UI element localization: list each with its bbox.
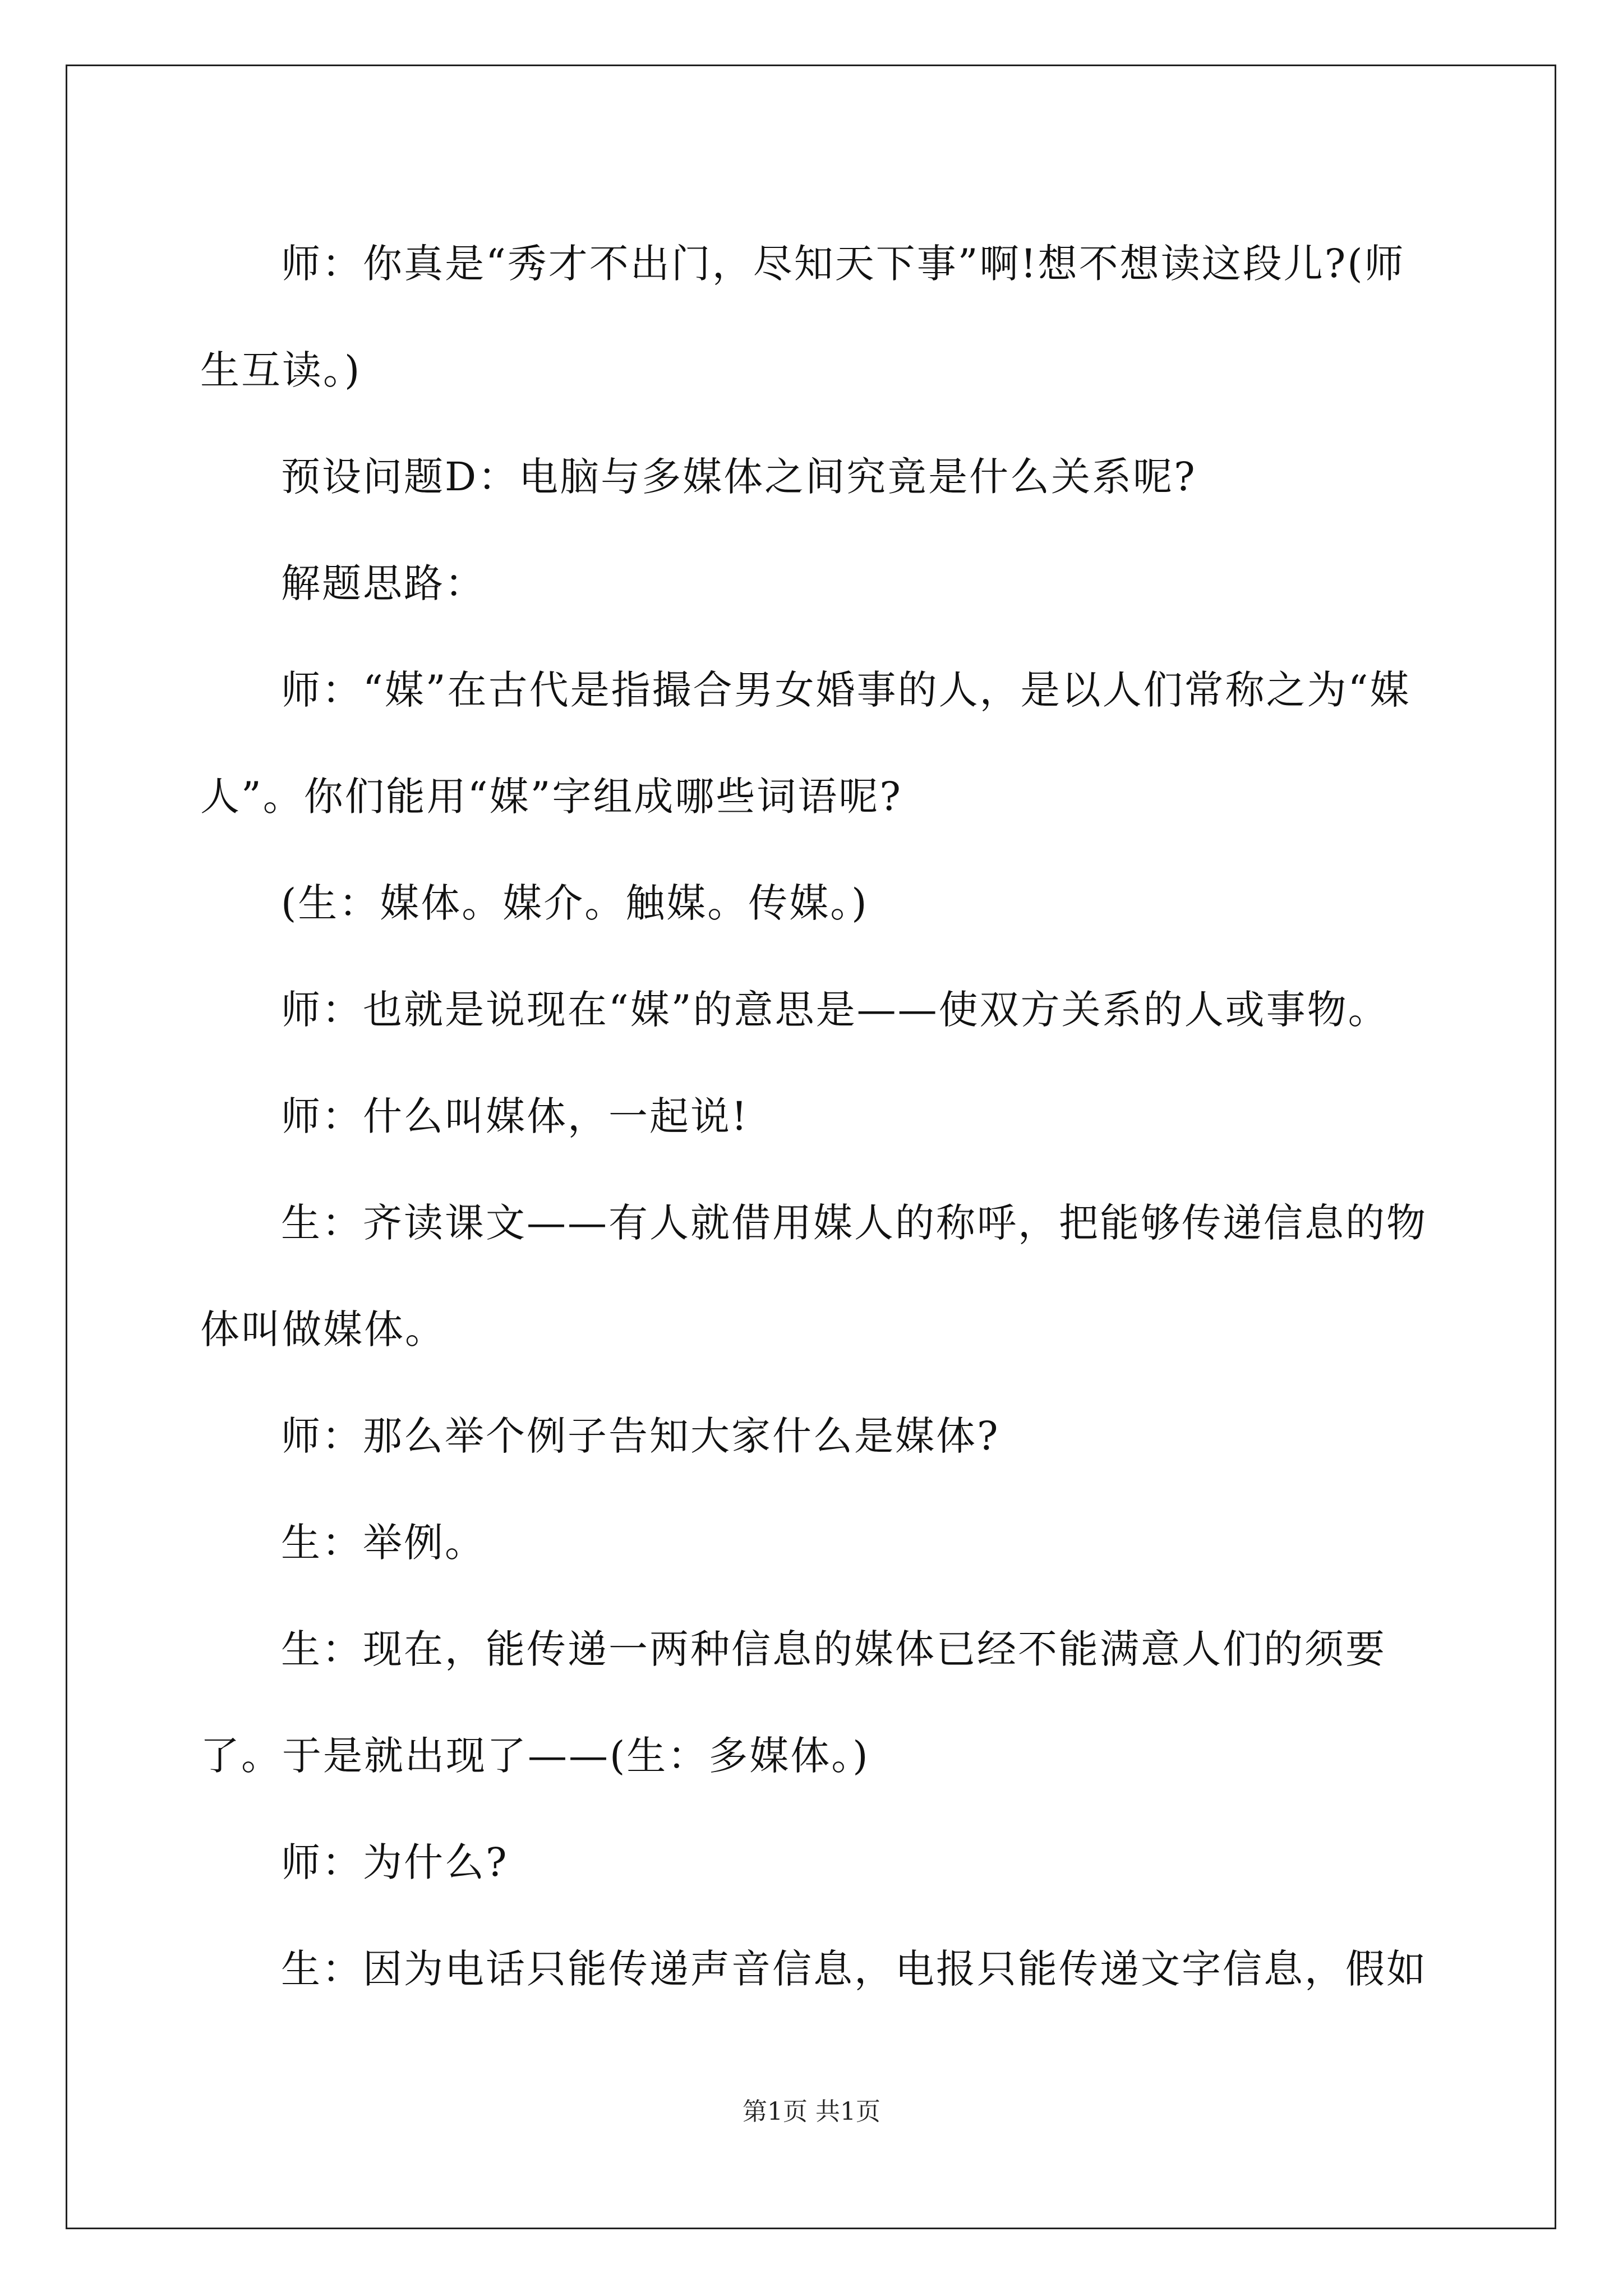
paragraph: 师：为什么? (281, 1839, 509, 1885)
paragraph: 解题思路： (281, 560, 486, 606)
paragraph: (生：媒体。媒介。触媒。传媒。) (281, 880, 869, 926)
paragraph: 师：那么举个例子告知大家什么是媒体? (281, 1413, 1000, 1459)
paragraph: 生：现在，能传递一两种信息的媒体已经不能满意人们的须要了。于是就出现了——(生：多媒体。) (200, 1626, 1386, 1779)
paragraph: 师：“媒”在古代是指撮合男女婚事的人，是以人们常称之为“媒人”。你们能用“媒”字组成哪些词语呢? (200, 667, 1411, 820)
document-body (200, 210, 1434, 2022)
paragraph: 生：因为电话只能传递声音信息，电报只能传递文字信息，假如 (281, 1946, 1427, 1992)
paragraph: 预设问题D：电脑与多媒体之间究竟是什么关系呢? (281, 454, 1197, 500)
paragraph: 生：齐读课文——有人就借用媒人的称呼，把能够传递信息的物体叫做媒体。 (200, 1200, 1427, 1352)
paragraph: 师：也就是说现在“媒”的意思是——使双方关系的人或事物。 (281, 987, 1389, 1033)
paragraph: 师：你真是“秀才不出门，尽知天下事”啊!想不想读这段儿?(师生互读。) (200, 241, 1405, 393)
paragraph: 师：什么叫媒体，一起说! (281, 1093, 749, 1139)
page-footer: 第1页 共1页 (743, 2097, 880, 2126)
paragraph: 生：举例。 (281, 1520, 486, 1566)
